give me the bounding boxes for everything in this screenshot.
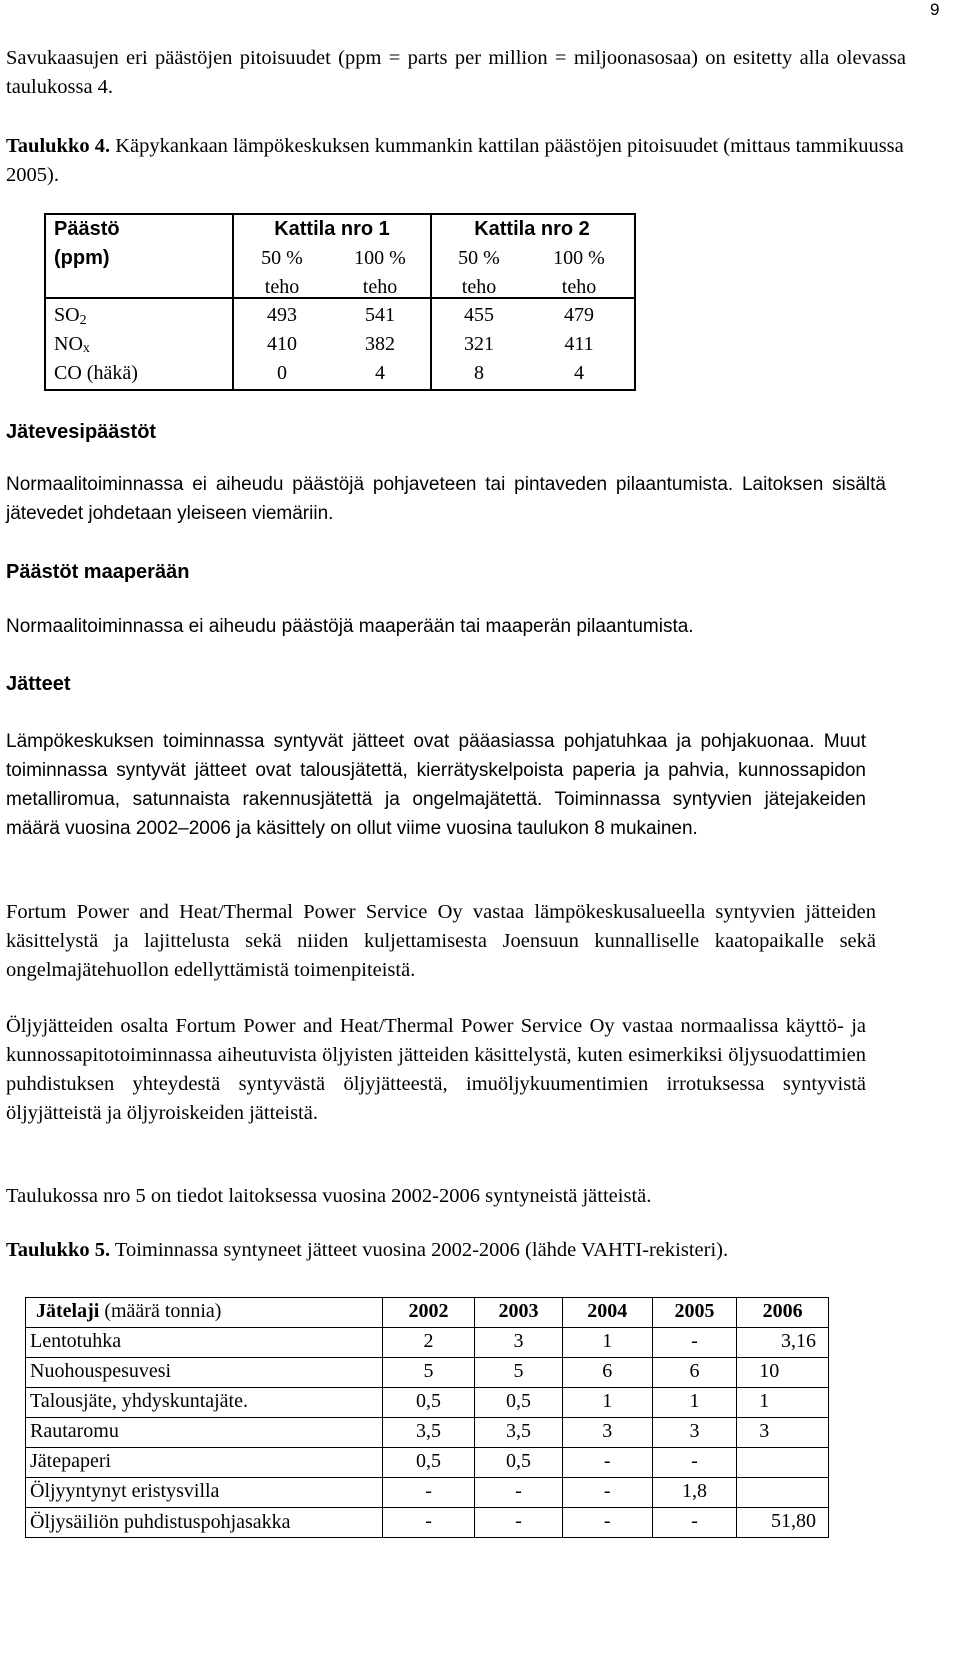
table5-cell: 6	[652, 1358, 737, 1388]
table5-row-label: Öljyyntynyt eristysvilla	[26, 1478, 383, 1508]
table5-cell: -	[475, 1478, 563, 1508]
table5-cell: 3	[652, 1418, 737, 1448]
table4-row-label: $SO_2$	[54, 304, 87, 328]
table5-cell: 0,5	[475, 1388, 563, 1418]
table5-cell: 1	[562, 1388, 652, 1418]
table5-cell: 0,5	[382, 1388, 474, 1418]
soil-text: Normaalitoiminnassa ei aiheudu päästöjä maaperään tai maaperän pilaantumista.	[6, 616, 694, 637]
page-number: 9	[930, 0, 940, 19]
table5-cell: 3,5	[382, 1418, 474, 1448]
table5-row-label: Rautaromu	[26, 1418, 383, 1448]
table5-header-year: 2006	[737, 1298, 829, 1328]
table4-row-label: NOx	[54, 333, 90, 356]
table5-row-label: Talousjäte, yhdyskuntajäte.	[26, 1388, 383, 1418]
table4-sub-b1-50: 50 % teho	[261, 247, 303, 298]
table5-header-year: 2002	[382, 1298, 474, 1328]
table5-header-year: 2004	[562, 1298, 652, 1328]
table5-row-label: Nuohouspesuvesi	[26, 1358, 383, 1388]
table5-cell: 3,5	[475, 1418, 563, 1448]
table5-row-label: Öljysäiliön puhdistuspohjasakka	[26, 1508, 383, 1538]
table5-cell: 1,8	[652, 1478, 737, 1508]
table-row	[26, 1388, 829, 1418]
table5-cell	[737, 1448, 829, 1478]
table4-cell: 4	[574, 362, 584, 384]
table5-cell: 51,80	[737, 1508, 829, 1538]
table5-header-type: Jätelaji (määrä tonnia)	[26, 1298, 383, 1328]
table4-cell: 382	[365, 333, 395, 355]
soil-heading: Päästöt maaperään	[6, 561, 190, 583]
table4-row-label: CO (häkä)	[54, 362, 138, 384]
table5-cell: 1	[562, 1328, 652, 1358]
table5-caption-label: Taulukko 5.	[6, 1239, 111, 1261]
table5-cell: -	[382, 1508, 474, 1538]
table5-header-year: 2003	[475, 1298, 563, 1328]
table-row	[26, 1508, 829, 1538]
table5-cell: -	[562, 1508, 652, 1538]
table5-cell: 5	[382, 1358, 474, 1388]
table-row	[26, 1358, 829, 1388]
waste-paragraph-4: Taulukossa nro 5 on tiedot laitoksessa vuosina 2002-2006 syntyneistä jätteistä.	[6, 1185, 652, 1207]
table5-caption-text: Toiminnassa syntyneet jätteet vuosina 2002-2006 (lähde VAHTI-rekisteri).	[114, 1239, 729, 1261]
table4-cell: 0	[277, 362, 287, 384]
intro-paragraph: Savukaasujen eri päästöjen pitoisuudet (ppm = parts per million = miljoonasosaa) on esitetty alla olevassa taulukossa 4.	[6, 47, 906, 98]
table5-cell: 0,5	[382, 1448, 474, 1478]
table4-cell: 411	[564, 333, 594, 355]
table5-cell	[737, 1478, 829, 1508]
table5-cell: 6	[562, 1358, 652, 1388]
table4-cell: 493	[267, 304, 297, 326]
table5-cell: 3	[562, 1418, 652, 1448]
table5-caption	[6, 1236, 926, 1265]
table4-cell: 410	[267, 333, 297, 355]
table4-caption-label: Taulukko 4.	[6, 135, 111, 157]
table4-cell: 541	[365, 304, 395, 326]
table-row	[26, 1418, 829, 1448]
table5-cell: 2	[382, 1328, 474, 1358]
table5-cell: -	[652, 1448, 737, 1478]
table4-sub-b1-100: 100 % teho	[354, 247, 406, 298]
table4-caption-text: Käpykankaan lämpökeskuksen kummankin kattilan päästöjen pitoisuudet (mittaus tammikuussa 2005).	[6, 135, 904, 186]
table5-row-label: Jätepaperi	[26, 1448, 383, 1478]
table4-sub-b2-100: 100 % teho	[553, 247, 605, 298]
table4-cell: 321	[464, 333, 494, 355]
table5-cell: 0,5	[475, 1448, 563, 1478]
table4-cell: 455	[464, 304, 494, 326]
table4-cell: 4	[375, 362, 385, 384]
table4-header-boiler1: Kattila nro 1	[274, 218, 390, 240]
table5-row-label: Lentotuhka	[26, 1328, 383, 1358]
waste-paragraph-3: Öljyjätteiden osalta Fortum Power and Heat/Thermal Power Service Oy vastaa normaalissa käyttö- ja kunnossapitotoiminnassa aiheutuvista öljyisten jätteiden käsittelystä, kuten esimerkiksi öljysuodattimien puhdistuksen yhteydestä syntyvästä öljyjätteestä, imuöljykuumentimien irrotuksessa syntyvistä öljyjätteistä ja öljyroiskeiden jätteistä.	[6, 1015, 866, 1124]
table-row	[26, 1478, 829, 1508]
table5-cell: -	[562, 1448, 652, 1478]
wastewater-heading: Jätevesipäästöt	[6, 421, 157, 443]
table4-caption	[6, 132, 926, 190]
table4-sub-b2-50: 50 % teho	[458, 247, 500, 298]
table-row	[26, 1448, 829, 1478]
table4-header-boiler2: Kattila nro 2	[474, 218, 590, 240]
table5-header-year: 2005	[652, 1298, 737, 1328]
table4-cell: 479	[564, 304, 594, 326]
table5-cell: -	[652, 1508, 737, 1538]
table5-cell: -	[562, 1478, 652, 1508]
waste-heading: Jätteet	[6, 673, 71, 695]
table5-cell: -	[475, 1508, 563, 1538]
table5-header-row	[26, 1298, 829, 1328]
table5-cell: 1	[652, 1388, 737, 1418]
table4-header-unit: (ppm)	[54, 247, 110, 269]
table5-cell: -	[382, 1478, 474, 1508]
table4-header-pollutant: Päästö	[54, 218, 120, 240]
wastewater-text: Normaalitoiminnassa ei aiheudu päästöjä pohjaveteen tai pintaveden pilaantumista. Laitoksen sisältä jätevedet johdetaan yleiseen viemäriin.	[6, 474, 886, 524]
table5-cell: 5	[475, 1358, 563, 1388]
table4-cell: 8	[474, 362, 484, 384]
table5-cell: 3	[737, 1418, 829, 1448]
waste-paragraph-2: Fortum Power and Heat/Thermal Power Service Oy vastaa lämpökeskusalueella syntyvien jätteiden käsittelystä ja lajittelusta sekä niiden kuljettamisesta Joensuun kunnalliselle kaatopaikalle sekä ongelmajätehuollon edellyttämistä toimenpiteistä.	[6, 901, 876, 981]
table5-cell: -	[652, 1328, 737, 1358]
table5-cell: 3	[475, 1328, 563, 1358]
waste-table	[25, 1297, 829, 1538]
emissions-table	[44, 213, 636, 391]
table5-cell: 3,16	[737, 1328, 829, 1358]
waste-paragraph-1: Lämpökeskuksen toiminnassa syntyvät jätteet ovat pääasiassa pohjatuhkaa ja pohjakuonaa. Muut toiminnassa syntyvät jätteet ovat talousjätettä, kierrätyskelpoista paperia ja pahvia, kunnossapidon metalliromua, satunnaista rakennusjätettä ja ongelmajätettä. Toiminnassa syntyvien jätejakeiden määrä vuosina 2002–2006 ja käsittely on ollut viime vuosina taulukon 8 mukainen.	[6, 731, 866, 839]
table-row	[26, 1328, 829, 1358]
table5-cell: 1	[737, 1388, 829, 1418]
table5-cell: 10	[737, 1358, 829, 1388]
